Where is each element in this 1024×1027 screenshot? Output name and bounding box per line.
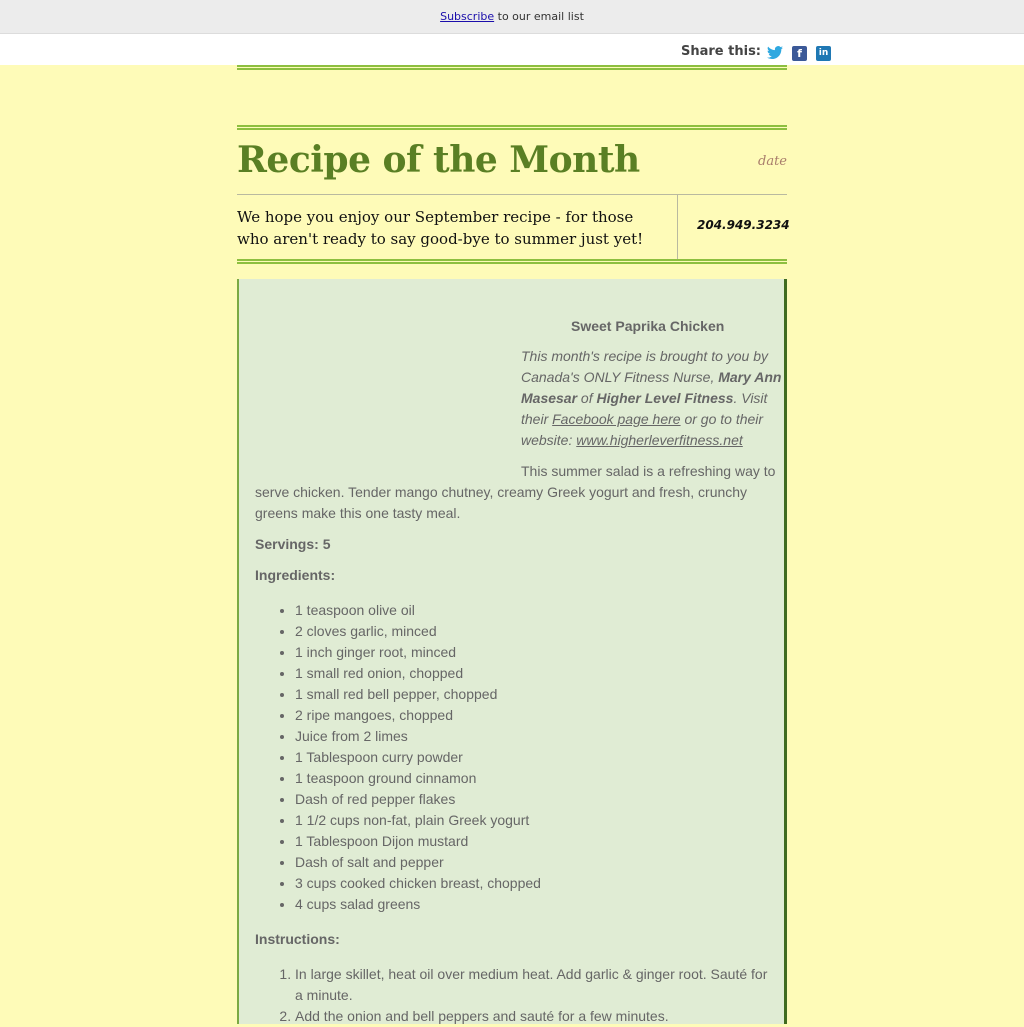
- ingredient-item: • Dash of salt and pepper: [295, 852, 775, 873]
- recipe-summary: This summer salad is a refreshing way to serve chicken. Tender mango chutney, creamy Greek yogurt and fresh, crunchy greens make this one tasty meal.: [255, 463, 776, 521]
- ingredient-item: • 1 1/2 cups non-fat, plain Greek yogurt: [295, 810, 775, 831]
- credit-text: . Visit their: [521, 390, 768, 427]
- instructions-list: [255, 964, 770, 1027]
- ingredient-item: • Dash of red pepper flakes: [295, 789, 775, 810]
- share-label: Share this:: [681, 44, 762, 59]
- website-link[interactable]: www.higherleverfitness.net: [576, 432, 743, 448]
- phone-number[interactable]: 204.949.3234: [697, 218, 790, 232]
- recipe-title: Sweet Paprika Chicken: [571, 318, 725, 334]
- ingredient-item: • Juice from 2 limes: [295, 726, 775, 747]
- instruction-step: 1. In large skillet, heat oil over medium heat. Add garlic & ginger root. Sauté for a minute.: [295, 964, 770, 1006]
- servings: Servings: 5: [255, 536, 331, 552]
- recipe-content: [237, 279, 787, 1024]
- phone-divider: [677, 195, 678, 259]
- issue-date: date: [758, 154, 787, 169]
- credit-text: of: [577, 390, 597, 406]
- instructions-heading: Instructions:: [255, 931, 340, 947]
- credit-text: or go to their website:: [521, 411, 764, 448]
- credit-text: This month's recipe is brought to you by Canada's ONLY Fitness Nurse,: [521, 348, 769, 385]
- ingredient-item: • 1 small red onion, chopped: [295, 663, 775, 684]
- facebook-page-link[interactable]: Facebook page here: [552, 411, 681, 427]
- ingredient-item: • 2 cloves garlic, minced: [295, 621, 775, 642]
- ingredient-item: • 2 ripe mangoes, chopped: [295, 705, 775, 726]
- header-divider: [237, 125, 787, 130]
- instruction-step: 2. Add the onion and bell peppers and sauté for a few minutes.: [295, 1006, 770, 1027]
- ingredient-item: • 3 cups cooked chicken breast, chopped: [295, 873, 775, 894]
- page-title: Recipe of the Month: [237, 139, 640, 181]
- ingredient-item: • 1 Tablespoon Dijon mustard: [295, 831, 775, 852]
- company-name: Higher Level Fitness: [596, 390, 734, 406]
- twitter-icon[interactable]: [767, 46, 782, 61]
- intro-divider: [237, 259, 787, 264]
- ingredients-heading: Ingredients:: [255, 567, 336, 583]
- ingredient-item: • 1 Tablespoon curry powder: [295, 747, 775, 768]
- share-bar: [0, 34, 1024, 65]
- ingredient-item: • 1 teaspoon ground cinnamon: [295, 768, 775, 789]
- intro-text: We hope you enjoy our September recipe - for those who aren't ready to say good-bye to summer just yet!: [237, 208, 644, 248]
- subscribe-text: to our email list: [494, 10, 584, 23]
- author-name: Mary Ann Masesar: [521, 369, 782, 406]
- subscribe-link[interactable]: Subscribe: [440, 10, 495, 23]
- ingredient-item: • 4 cups salad greens: [295, 894, 775, 915]
- recipe-credit: [521, 346, 783, 451]
- ingredient-item: • 1 inch ginger root, minced: [295, 642, 775, 663]
- header-divider-top: [237, 65, 787, 70]
- linkedin-icon[interactable]: in: [816, 46, 831, 61]
- ingredients-list: [255, 600, 775, 915]
- ingredient-item: • 1 teaspoon olive oil: [295, 600, 775, 621]
- ingredient-item: • 1 small red bell pepper, chopped: [295, 684, 775, 705]
- facebook-icon[interactable]: f: [792, 46, 807, 61]
- title-rule: [237, 194, 787, 195]
- subscribe-bar: [0, 0, 1024, 34]
